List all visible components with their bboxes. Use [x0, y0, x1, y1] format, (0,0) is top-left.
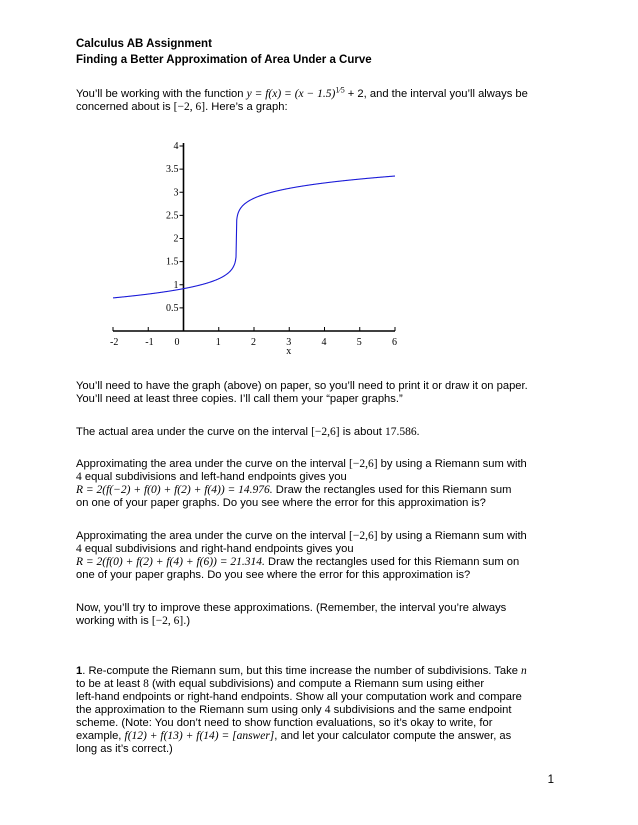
x-tick-label: 5	[356, 337, 362, 348]
y-tick-label: 1	[173, 279, 179, 291]
x-tick-label: 3	[286, 337, 292, 348]
intro-paragraph: You’ll be working with the function $y = f(x) = (x - 1.5)^{1⁄5} + 2$, and the interval you’ll always be concerned about is [−2, 6]. Here’s a graph:	[76, 85, 528, 113]
paragraph-paper-graphs: You’ll need to have the graph (above) on paper, so you’ll need to print it or draw it on paper. You’ll need at least three copies. I’ll call them your “paper graphs.”	[76, 380, 528, 405]
assignment-title: Calculus AB Assignment	[76, 38, 212, 50]
page-number: 1	[547, 774, 554, 786]
y-tick-label: 2	[173, 233, 179, 245]
graph-axes	[113, 143, 395, 331]
x-tick-label: 1	[215, 337, 221, 348]
y-tick-label: 0.5	[166, 302, 179, 314]
left-riemann-formula: R = 2(f(−2) + f(0) + f(2) + f(4)) = 14.976.	[76, 484, 273, 496]
function-graph	[100, 138, 410, 360]
x-tick-label: -2	[110, 337, 119, 348]
x-tick-label: -1	[145, 337, 154, 348]
function-curve	[113, 176, 395, 298]
graph-ticks	[113, 146, 395, 331]
paragraph-actual-area: The actual area under the curve on the interval [−2,6] is about 17.586.	[76, 426, 420, 438]
x-tick-label: 6	[392, 337, 397, 348]
x-tick-label: 0	[174, 337, 180, 348]
graph-tick-labels	[110, 141, 397, 348]
function-formula: y = f(x) = (x − 1.5)	[246, 88, 336, 100]
x-tick-label: 4	[321, 337, 327, 348]
assignment-subtitle: Finding a Better Approximation of Area Under a Curve	[76, 54, 372, 66]
y-tick-label: 2.5	[166, 210, 179, 222]
x-tick-label: 2	[251, 337, 256, 348]
question-1: 1. Re-compute the Riemann sum, but this time increase the number of subdivisions. Take n to be at least 8 (with equal subdivisions) and compute a Riemann sum using either left-hand endpoints or right-hand endpoints. Show all your computation work and compare the approximation to the Riemann sum using only 4 subdivisions and the same endpoint scheme. (Note: You don’t need to show function evaluations, so it’s okay to write, for example, f(12) + f(13) + f(14) = [answer], and let your calculator compute the answer, as long as it’s correct.)	[76, 665, 527, 755]
paragraph-improve: Now, you’ll try to improve these approximations. (Remember, the interval you’re always working with is [−2, 6].)	[76, 602, 507, 627]
y-tick-label: 3	[173, 187, 179, 199]
actual-area-value: 17.586.	[385, 426, 420, 438]
x-axis-label: x	[286, 346, 292, 357]
paragraph-right-endpoints: Approximating the area under the curve on the interval [−2,6] by using a Riemann sum with 4 equal subdivisions and right-hand endpoints gives you R = 2(f(0) + f(2) + f(4) + f(6)) = 21.314. Draw the rectangles used for this Riemann sum on one of your paper graphs. Do you see where the error for this approximation is?	[76, 530, 527, 581]
y-tick-label: 1.5	[166, 256, 179, 268]
paragraph-left-endpoints: Approximating the area under the curve on the interval [−2,6] by using a Riemann sum with 4 equal subdivisions and left-hand endpoints gives you R = 2(f(−2) + f(0) + f(2) + f(4)) = 14.976. Draw the rectangles used for this Riemann sum on one of your paper graphs. Do you see where the error for this approximation is?	[76, 458, 527, 509]
y-tick-label: 4	[173, 141, 179, 152]
right-riemann-formula: R = 2(f(0) + f(2) + f(4) + f(6)) = 21.314.	[76, 556, 265, 568]
question-number: 1	[76, 665, 83, 677]
y-tick-label: 3.5	[166, 164, 179, 176]
